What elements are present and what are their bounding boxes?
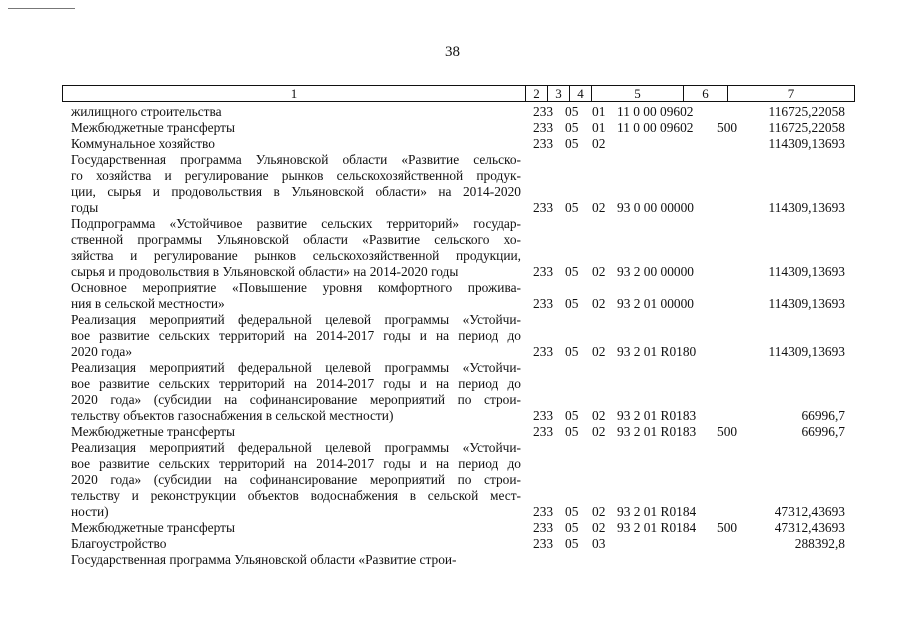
row-col-7: 66996,7 xyxy=(801,408,845,423)
row-description-line: Государственная программа Ульяновской области «Развитие строи- xyxy=(71,552,457,567)
row-col-2: 233 xyxy=(533,344,554,359)
row-col-2: 233 xyxy=(533,408,554,423)
row-col-5: 93 2 00 00000 xyxy=(617,264,694,279)
row-col-6: 500 xyxy=(717,520,738,535)
row-description-line: ции, сырья и продовольствия в Ульяновской области» на 2014-2020 xyxy=(71,184,521,199)
col-header-3: 3 xyxy=(548,86,570,102)
row-col-4: 02 xyxy=(592,264,606,279)
row-col-3: 05 xyxy=(565,120,579,135)
row-col-2: 233 xyxy=(533,120,554,135)
row-col-3: 05 xyxy=(565,424,579,439)
row-col-3: 05 xyxy=(565,344,579,359)
row-col-7: 116725,22058 xyxy=(768,104,845,119)
row-description-line: зяйства и регулирование рынков сельскохозяйственной продукции, xyxy=(71,248,521,263)
row-col-3: 05 xyxy=(565,504,579,519)
row-description-line: Межбюджетные трансферты xyxy=(71,520,235,535)
row-col-5: 93 2 01 R0184 xyxy=(617,520,697,535)
row-col-4: 02 xyxy=(592,344,606,359)
row-col-6: 500 xyxy=(717,120,738,135)
row-col-3: 05 xyxy=(565,200,579,215)
row-description-line: Межбюджетные трансферты xyxy=(71,120,235,135)
row-col-6: 500 xyxy=(717,424,738,439)
row-col-2: 233 xyxy=(533,264,554,279)
col-header-1: 1 xyxy=(63,86,526,102)
row-description-line: 2020 года» (субсидии на софинансирование мероприятий по строи- xyxy=(71,472,521,487)
col-header-6: 6 xyxy=(684,86,728,102)
row-description-line: годы xyxy=(71,200,99,215)
row-description-line: 2020 года» (субсидии на софинансирование мероприятий по строи- xyxy=(71,392,521,407)
row-description-line: Реализация мероприятий федеральной целевой программы «Устойчи- xyxy=(71,360,521,375)
row-col-3: 05 xyxy=(565,520,579,535)
row-col-3: 05 xyxy=(565,536,579,551)
row-col-5: 93 2 01 R0180 xyxy=(617,344,697,359)
row-col-5: 93 2 01 R0184 xyxy=(617,504,697,519)
row-description-line: жилищного строительства xyxy=(71,104,222,119)
row-col-4: 02 xyxy=(592,136,606,151)
row-col-5: 93 2 01 00000 xyxy=(617,296,694,311)
row-description-line: ния в сельской местности» xyxy=(71,296,225,311)
row-col-3: 05 xyxy=(565,264,579,279)
row-description-line: Подпрограмма «Устойчивое развитие сельских территорий» государ- xyxy=(71,216,521,231)
row-description-line: Межбюджетные трансферты xyxy=(71,424,235,439)
row-col-2: 233 xyxy=(533,136,554,151)
row-col-5: 11 0 00 09602 xyxy=(617,104,694,119)
row-col-7: 288392,8 xyxy=(794,536,845,551)
row-col-4: 02 xyxy=(592,504,606,519)
row-col-7: 47312,43693 xyxy=(774,504,845,519)
row-description-line: Коммунальное хозяйство xyxy=(71,136,215,151)
row-col-5: 93 2 01 R0183 xyxy=(617,424,697,439)
row-col-7: 114309,13693 xyxy=(768,296,845,311)
row-description-line: Реализация мероприятий федеральной целевой программы «Устойчи- xyxy=(71,312,521,327)
row-description-line: Основное мероприятие «Повышение уровня комфортного прожива- xyxy=(71,280,521,295)
row-col-7: 114309,13693 xyxy=(768,136,845,151)
row-description-line: 2020 года» xyxy=(71,344,133,359)
col-header-5: 5 xyxy=(592,86,684,102)
row-col-5: 11 0 00 09602 xyxy=(617,120,694,135)
col-header-2: 2 xyxy=(526,86,548,102)
row-col-2: 233 xyxy=(533,200,554,215)
row-description-line: Благоустройство xyxy=(71,536,167,551)
row-col-4: 02 xyxy=(592,408,606,423)
row-col-4: 02 xyxy=(592,296,606,311)
col-header-4: 4 xyxy=(570,86,592,102)
row-col-5: 93 2 01 R0183 xyxy=(617,408,697,423)
row-col-7: 66996,7 xyxy=(801,424,845,439)
col-header-7: 7 xyxy=(728,86,855,102)
page-number: 38 xyxy=(445,44,460,60)
row-col-2: 233 xyxy=(533,296,554,311)
row-col-7: 114309,13693 xyxy=(768,344,845,359)
row-col-3: 05 xyxy=(565,104,579,119)
row-col-7: 47312,43693 xyxy=(774,520,845,535)
row-description-line: ственной программы Ульяновской области «Развитие сельского хо- xyxy=(71,232,521,247)
row-description-line: ности) xyxy=(71,504,109,519)
row-col-3: 05 xyxy=(565,136,579,151)
row-col-3: 05 xyxy=(565,408,579,423)
row-col-4: 02 xyxy=(592,520,606,535)
row-col-2: 233 xyxy=(533,424,554,439)
row-col-5: 93 0 00 00000 xyxy=(617,200,694,215)
row-description-line: тельству объектов газоснабжения в сельской местности) xyxy=(71,408,394,423)
row-description-line: сырья и продовольствия в Ульяновской области» на 2014-2020 годы xyxy=(71,264,459,279)
row-description-line: вое развитие сельских территорий на 2014-2017 годы и на период до xyxy=(71,456,521,471)
row-col-4: 03 xyxy=(592,536,606,551)
row-description-line: Государственная программа Ульяновской области «Развитие сельско- xyxy=(71,152,521,167)
row-description-line: вое развитие сельских территорий на 2014-2017 годы и на период до xyxy=(71,376,521,391)
row-col-7: 114309,13693 xyxy=(768,200,845,215)
row-col-4: 02 xyxy=(592,200,606,215)
row-col-4: 01 xyxy=(592,120,606,135)
row-col-7: 114309,13693 xyxy=(768,264,845,279)
row-col-7: 116725,22058 xyxy=(768,120,845,135)
row-description-line: Реализация мероприятий федеральной целевой программы «Устойчи- xyxy=(71,440,521,455)
row-col-2: 233 xyxy=(533,104,554,119)
row-description-line: го хозяйства и регулирование рынков сельскохозяйственной продук- xyxy=(71,168,521,183)
row-col-4: 02 xyxy=(592,424,606,439)
row-col-2: 233 xyxy=(533,504,554,519)
row-description-line: тельству и реконструкции объектов водоснабжения в сельской мест- xyxy=(71,488,521,503)
row-col-3: 05 xyxy=(565,296,579,311)
row-col-2: 233 xyxy=(533,520,554,535)
row-col-2: 233 xyxy=(533,536,554,551)
row-description-line: вое развитие сельских территорий на 2014-2017 годы и на период до xyxy=(71,328,521,343)
row-col-4: 01 xyxy=(592,104,606,119)
